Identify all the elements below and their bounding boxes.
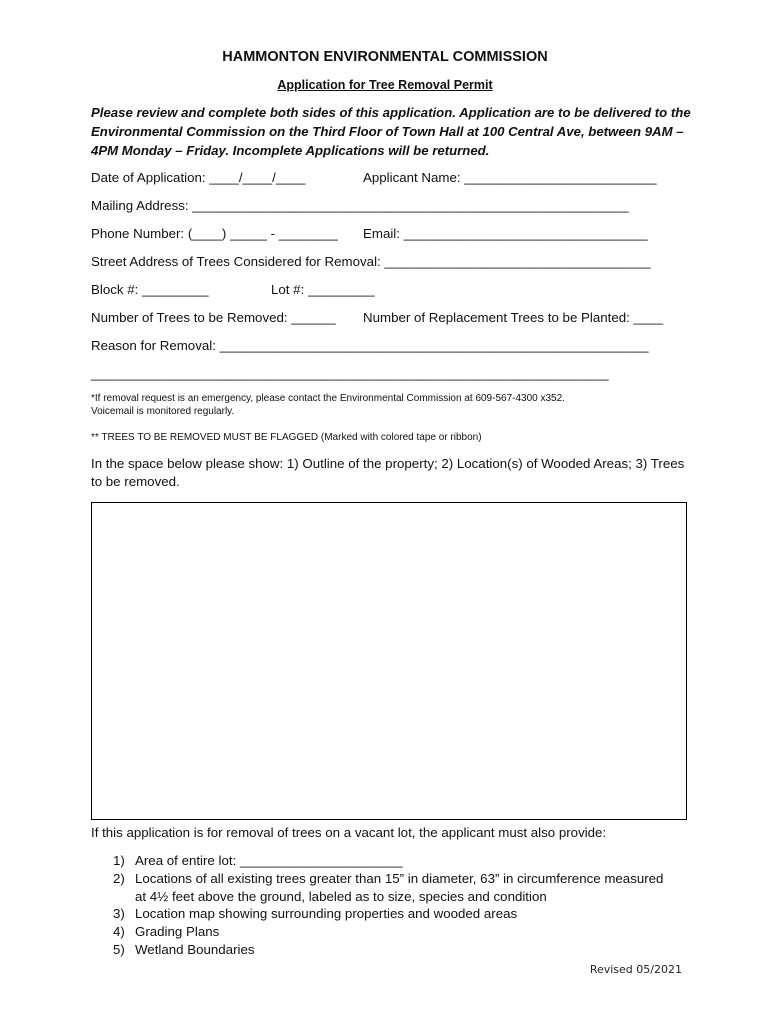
trees-removed-count-field[interactable]: Number of Trees to be Removed: ______ xyxy=(91,310,336,325)
flagging-note-main: ** TREES TO BE REMOVED MUST BE FLAGGED xyxy=(91,432,319,443)
list-item xyxy=(113,905,673,923)
reason-continuation-line[interactable]: ______________________________________________________________________ xyxy=(91,366,609,381)
email-field[interactable]: Email: _________________________________ xyxy=(363,226,648,241)
list-item-text: Area of entire lot: ______________________ xyxy=(135,853,403,868)
revision-date: Revised 05/2021 xyxy=(589,963,682,976)
mailing-address-field[interactable]: Mailing Address: ___________________________________________________________ xyxy=(91,198,629,213)
phone-number-field[interactable]: Phone Number: (____) _____ - ________ xyxy=(91,226,338,241)
list-item-number: 3) xyxy=(113,906,125,922)
voicemail-note: Voicemail is monitored regularly. xyxy=(91,406,235,417)
commission-title: HAMMONTON ENVIRONMENTAL COMMISSION xyxy=(222,49,548,65)
date-of-application-field[interactable]: Date of Application: ____/____/____ xyxy=(91,170,306,185)
list-item-text: Locations of all existing trees greater than 15” in diameter, 63” in circumference measured at 4½ feet above the ground, labeled as to size, species and condition xyxy=(135,870,664,904)
list-item-number: 2) xyxy=(113,870,125,886)
list-item xyxy=(113,941,673,959)
street-address-field[interactable]: Street Address of Trees Considered for Removal: ____________________________________ xyxy=(91,254,651,269)
lot-number-field[interactable]: Lot #: _________ xyxy=(271,282,375,297)
list-item-number: 5) xyxy=(113,941,125,957)
list-item-text: Location map showing surrounding properties and wooded areas xyxy=(135,906,518,922)
list-item-text: Grading Plans xyxy=(135,924,220,940)
list-item xyxy=(113,870,673,906)
vacant-lot-requirements-intro: If this application is for removal of trees on a vacant lot, the applicant must also provide: xyxy=(91,825,607,840)
reason-for-removal-field[interactable]: Reason for Removal: __________________________________________________________ xyxy=(91,338,649,353)
drawing-instructions: In the space below please show: 1) Outline of the property; 2) Location(s) of Wooded Areas; 3) Trees to be removed. xyxy=(91,456,685,489)
form-title: Application for Tree Removal Permit xyxy=(277,78,493,92)
property-sketch-area[interactable] xyxy=(91,502,687,820)
replacement-trees-count-field[interactable]: Number of Replacement Trees to be Planted: ____ xyxy=(363,310,664,325)
list-item xyxy=(113,852,673,870)
vacant-lot-requirements-list xyxy=(113,852,673,959)
list-item xyxy=(113,923,673,941)
block-number-field[interactable]: Block #: _________ xyxy=(91,282,209,297)
flagging-note-detail: (Marked with colored tape or ribbon) xyxy=(320,432,482,443)
applicant-name-field[interactable]: Applicant Name: __________________________ xyxy=(363,170,657,185)
list-item-number: 4) xyxy=(113,924,125,940)
flagging-note xyxy=(91,432,482,443)
list-item-text: Wetland Boundaries xyxy=(135,941,255,957)
emergency-note: *If removal request is an emergency, please contact the Environmental Commission at 609-567-4300 x352. xyxy=(91,393,565,404)
list-item-number: 1) xyxy=(113,853,125,868)
delivery-instructions: Please review and complete both sides of this application. Application are to be delivered to the Environmental Commission on the Third Floor of Town Hall at 100 Central Ave, between 9AM – 4PM Monday – Friday. Incomplete Applications will be returned. xyxy=(91,105,691,158)
